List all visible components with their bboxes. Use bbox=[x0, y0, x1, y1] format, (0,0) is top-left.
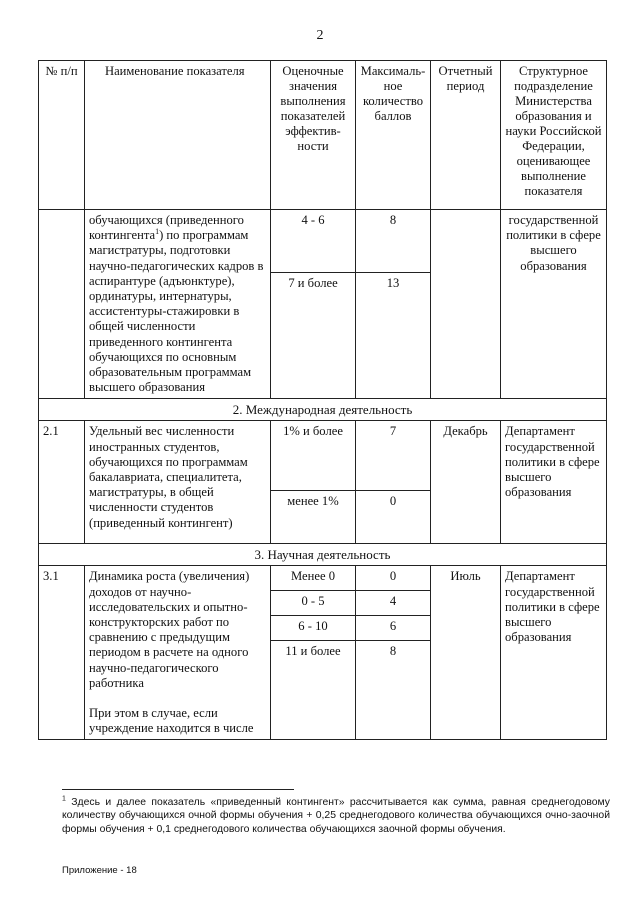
cell-period: Июль bbox=[431, 566, 501, 740]
table-row bbox=[39, 566, 607, 591]
footnote-divider bbox=[62, 789, 294, 790]
cell-value: 0 - 5 bbox=[271, 591, 356, 616]
cell-unit: государственной политики в сфере высшего образования bbox=[501, 210, 607, 399]
footnote-mark: 1 bbox=[62, 795, 66, 803]
section-title: 3. Научная деятельность bbox=[39, 544, 607, 566]
name-extra: При этом в случае, если учреждение находится в числе bbox=[89, 706, 254, 736]
name-main: Динамика роста (увеличения) доходов от научно-исследовательских и опытно-конструкторских работ по сравнению с предыдущим периодом в расчете на одного научно-педагогического работника bbox=[89, 569, 250, 690]
header-unit: Структурное подразделение Министерства образования и науки Российской Федерации, оценивающее выполнение показателя bbox=[501, 61, 607, 210]
cell-name bbox=[85, 566, 271, 740]
cell-name-continued bbox=[85, 210, 271, 399]
cell-points: 6 bbox=[356, 615, 431, 640]
cell-value: 4 - 6 bbox=[271, 210, 356, 273]
cell-points: 13 bbox=[356, 272, 431, 399]
cell-points: 8 bbox=[356, 640, 431, 740]
header-name: Наименование показателя bbox=[85, 61, 271, 210]
cell-value: Менее 0 bbox=[271, 566, 356, 591]
cell-name: Удельный вес численности иностранных студентов, обучающихся по программам бакалавриата, специалитета, магистратуры, в общей численности студентов (приведенный контингент) bbox=[85, 421, 271, 544]
section-row bbox=[39, 544, 607, 566]
table-row bbox=[39, 421, 607, 491]
cell-unit: Департамент государственной политики в сфере высшего образования bbox=[501, 421, 607, 544]
cell-points: 7 bbox=[356, 421, 431, 491]
cell-points: 8 bbox=[356, 210, 431, 273]
cell-value: 7 и более bbox=[271, 272, 356, 399]
appendix-label: Приложение - 18 bbox=[62, 865, 137, 876]
cell-period-empty bbox=[431, 210, 501, 399]
name-part1: обучающихся (приведенного контингента bbox=[89, 213, 244, 243]
footnote bbox=[62, 796, 610, 836]
header-period: Отчетный период bbox=[431, 61, 501, 210]
cell-points: 4 bbox=[356, 591, 431, 616]
cell-points: 0 bbox=[356, 491, 431, 544]
table-row bbox=[39, 210, 607, 273]
header-values: Оценочные значения выполнения показателей эффектив-ности bbox=[271, 61, 356, 210]
header-num: № п/п bbox=[39, 61, 85, 210]
header-max-points: Максималь-ное количество баллов bbox=[356, 61, 431, 210]
cell-value: 1% и более bbox=[271, 421, 356, 491]
cell-num: 3.1 bbox=[39, 566, 85, 740]
footnote-text: Здесь и далее показатель «приведенный контингент» рассчитывается как сумма, равная среднегодовому количеству обучающихся очной формы обучения + 0,25 среднегодового количества обучающихся очно-заочной формы обучения + 0,1 среднегодового количества обучающихся заочной формы обучения. bbox=[62, 797, 610, 835]
cell-period: Декабрь bbox=[431, 421, 501, 544]
cell-num: 2.1 bbox=[39, 421, 85, 544]
table-header-row bbox=[39, 61, 607, 210]
footnote-ref: 1 bbox=[155, 227, 160, 237]
section-row bbox=[39, 399, 607, 421]
cell-value: 11 и более bbox=[271, 640, 356, 740]
cell-value: 6 - 10 bbox=[271, 615, 356, 640]
cell-num-empty bbox=[39, 210, 85, 399]
cell-points: 0 bbox=[356, 566, 431, 591]
page-number: 2 bbox=[316, 28, 324, 43]
section-title: 2. Международная деятельность bbox=[39, 399, 607, 421]
name-part2: ) по программам магистратуры, подготовки научно-педагогических кадров в аспирантуре (адъюнктуре), ординатуры, интернатуры, ассистентуры-стажировки в общей численности приведенного контингента обучающихся по основным образовательным программам высшего образования bbox=[89, 228, 264, 395]
cell-value: менее 1% bbox=[271, 491, 356, 544]
indicators-table bbox=[38, 60, 607, 740]
cell-unit: Департамент государственной политики в сфере высшего образования bbox=[501, 566, 607, 740]
